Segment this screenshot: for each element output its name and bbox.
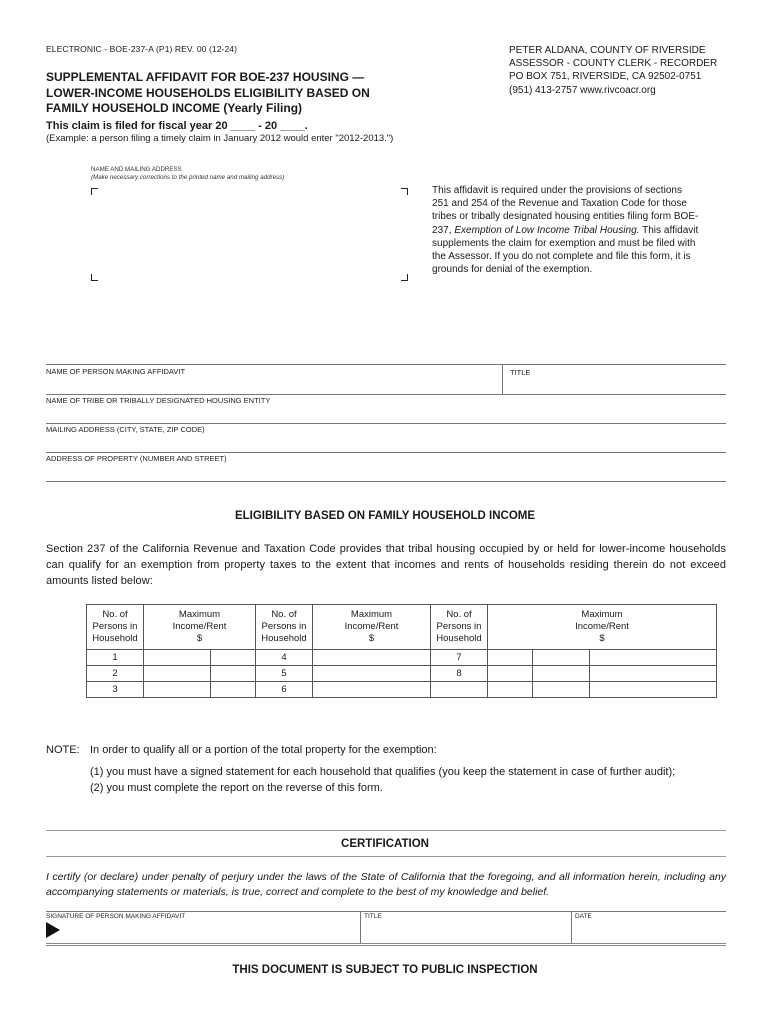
persons-cell: 2 [87,666,144,682]
form-title-line: SUPPLEMENTAL AFFIDAVIT FOR BOE-237 HOUSING — [46,70,365,84]
title-label: TITLE [510,368,531,377]
notice-line: tribes or tribally designated housing entities filing form BOE- [432,211,699,223]
tribe-name-field[interactable] [46,406,726,422]
table-row [87,650,717,666]
divider [46,830,726,831]
divider [46,911,726,912]
income-input[interactable] [590,666,717,682]
header-text: $ [196,633,203,644]
header-text: Income/Rent [172,621,227,632]
income-input[interactable] [144,666,211,682]
form-title-line: FAMILY HOUSEHOLD INCOME (Yearly Filing) [46,101,303,115]
income-header [313,605,431,650]
header-text: Income/Rent [575,621,629,632]
form-title-line: LOWER-INCOME HOUSEHOLDS ELIGIBILITY BASED ON [46,85,370,100]
persons-cell: 1 [87,650,144,666]
title-field[interactable] [505,378,725,392]
property-address-label: ADDRESS OF PROPERTY (NUMBER AND STREET) [46,454,227,463]
income-input[interactable] [590,650,717,666]
property-address-field[interactable] [46,464,726,480]
income-input[interactable] [211,682,256,698]
eligibility-paragraph: Section 237 of the California Revenue and Taxation Code provides that tribal housing occupied by or held for lower-income households can qualify for an exemption from property taxes to the extent that incomes and rents of households residing therein do not exceed amounts listed below: [46,543,726,587]
date-field[interactable] [575,922,725,942]
income-input[interactable] [533,682,590,698]
name-address-label [91,166,284,182]
notice-line: grounds for denial of the exemption. [432,264,593,276]
header-text: Persons in [261,621,307,632]
address-corner-mark [401,274,408,281]
mailing-address-label: MAILING ADDRESS (CITY, STATE, ZIP CODE) [46,425,205,434]
note-line: In order to qualify all or a portion of the total property for the exemption: [90,744,437,756]
eligibility-heading: ELIGIBILITY BASED ON FAMILY HOUSEHOLD INCOME [234,510,536,522]
signature-title-label: TITLE [364,913,382,920]
table-row [87,682,717,698]
income-input[interactable] [533,650,590,666]
persons-cell: 3 [87,682,144,698]
date-label: DATE [575,913,592,920]
form-id: ELECTRONIC - BOE-237-A (P1) REV. 00 (12-24) [46,44,238,54]
divider [46,423,726,424]
header-text: No. of [446,609,472,620]
notice-line: This affidavit is required under the provisions of sections [432,185,683,196]
person-name-label: NAME OF PERSON MAKING AFFIDAVIT [46,367,186,376]
note-line: (1) you must have a signed statement for each household that qualifies (you keep the statement in case of further audit); [90,766,676,778]
name-address-sublabel: (Make necessary corrections to the printed name and mailing address) [91,174,285,181]
income-input[interactable] [144,682,211,698]
header-text: $ [599,633,605,644]
income-input[interactable] [313,666,431,682]
notice-form-name: Exemption of Low Income Tribal Housing. [454,224,640,236]
form-title [46,70,426,117]
name-address-area[interactable] [97,194,401,274]
notice-line: the Assessor. If you do not complete and file this form, it is [432,251,691,263]
notice-line: supplements the claim for exemption and must be filed with [432,237,696,249]
header-text: Household [261,633,307,644]
signature-title-field[interactable] [364,922,569,942]
agency-contact: (951) 413-2757 www.rivcoacr.org [509,84,656,96]
income-input[interactable] [533,666,590,682]
persons-cell: 4 [256,650,313,666]
header-text: Maximum [178,609,221,620]
tribe-name-label: NAME OF TRIBE OR TRIBALLY DESIGNATED HOUSING ENTITY [46,396,271,405]
divider [46,394,726,395]
persons-header [87,605,144,650]
divider [360,911,361,944]
divider [571,911,572,944]
persons-cell: 7 [431,650,488,666]
persons-header [431,605,488,650]
sign-here-arrow-icon [46,922,60,938]
income-limits-table [86,604,717,698]
address-corner-mark [401,188,408,195]
agency-line: ASSESSOR - COUNTY CLERK - RECORDER [509,58,718,70]
header-text: Household [92,633,138,644]
certification-text: I certify (or declare) under penalty of perjury under the laws of the State of California that the foregoing, and all information herein, including any accompanying statements or materials, is true, correct and complete to the best of my knowledge and belief. [46,871,726,898]
address-corner-mark [91,274,98,281]
divider [46,481,726,482]
public-inspection-notice: THIS DOCUMENT IS SUBJECT TO PUBLIC INSPECTION [232,964,538,976]
person-name-field[interactable] [46,376,501,392]
income-input[interactable] [488,666,533,682]
header-text: No. of [271,609,297,620]
income-input[interactable] [590,682,717,698]
persons-cell [431,682,488,698]
signature-field[interactable] [64,920,358,942]
divider [46,364,726,365]
name-address-heading: NAME AND MAILING ADDRESS [91,166,182,173]
income-input[interactable] [313,682,431,698]
note-line: (2) you must complete the report on the reverse of this form. [90,782,383,794]
divider [46,452,726,453]
income-header [144,605,256,650]
header-text: Maximum [581,609,623,620]
mailing-address-field[interactable] [46,435,726,451]
notice-text: This affidavit [639,224,699,236]
agency-block [509,44,739,97]
header-text: Income/Rent [344,621,399,632]
notice-line [432,224,728,237]
header-text: Maximum [350,609,393,620]
persons-cell: 6 [256,682,313,698]
income-input[interactable] [488,682,533,698]
header-text: Household [436,633,482,644]
table-row [87,666,717,682]
fiscal-year-example: (Example: a person filing a timely claim in January 2012 would enter "2012-2013.") [46,133,394,144]
divider [46,943,726,946]
notice-line: 251 and 254 of the Revenue and Taxation Code for those [432,198,687,210]
header-text: Persons in [436,621,482,632]
income-input[interactable] [211,666,256,682]
notice-text: 237, [432,224,455,236]
header-text: No. of [102,609,128,620]
fiscal-year-line: This claim is filed for fiscal year 20 ____ - 20 ____. [46,120,308,132]
income-input[interactable] [488,650,533,666]
persons-cell: 8 [431,666,488,682]
affidavit-notice [432,184,728,276]
header-text: Persons in [92,621,138,632]
persons-cell: 5 [256,666,313,682]
table-header-row [87,605,717,650]
certification-heading: CERTIFICATION [341,838,429,850]
income-input[interactable] [313,650,431,666]
income-input[interactable] [211,650,256,666]
divider [502,364,503,394]
agency-line: PO BOX 751, RIVERSIDE, CA 92502-0751 [509,71,702,83]
signature-label: SIGNATURE OF PERSON MAKING AFFIDAVIT [46,913,186,920]
note-label: NOTE: [46,744,80,756]
income-header [488,605,717,650]
income-input[interactable] [144,650,211,666]
agency-line: PETER ALDANA, COUNTY OF RIVERSIDE [509,45,706,56]
persons-header [256,605,313,650]
divider [46,856,726,857]
header-text: $ [368,633,375,644]
